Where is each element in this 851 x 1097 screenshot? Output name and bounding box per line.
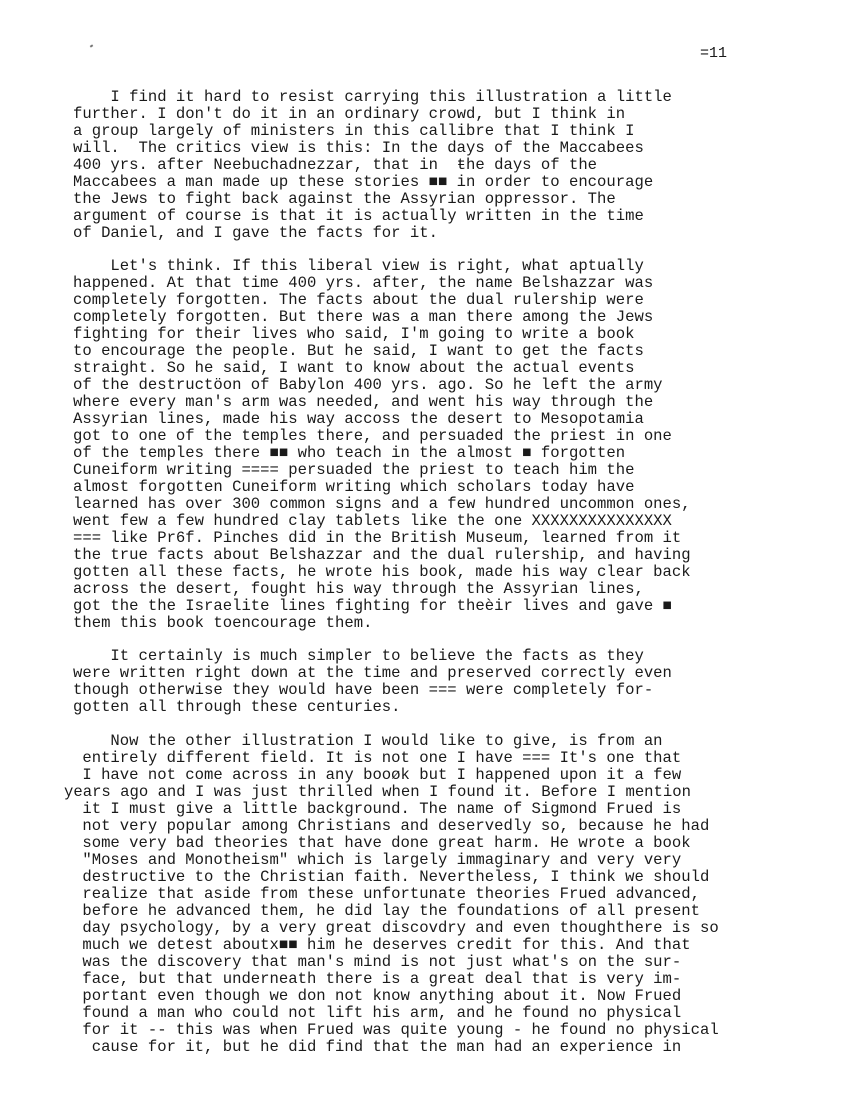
text-line: will. The critics view is this: In the days of the Maccabees: [73, 139, 644, 157]
text-line: argument of course is that it is actually written in the time: [73, 207, 644, 225]
text-line: years ago and I was just thrilled when I found it. Before I mention: [64, 783, 691, 801]
text-line: Assyrian lines, made his way accoss the desert to Mesopotamia: [73, 410, 644, 428]
text-line: cause for it, but he did find that the man had an experience in: [73, 1038, 682, 1056]
text-line: I have not come across in any booøk but I happened upon it a few: [73, 766, 682, 784]
text-line: of Daniel, and I gave the facts for it.: [73, 224, 438, 242]
text-line: the true facts about Belshazzar and the dual rulership, and having: [73, 546, 691, 564]
text-line: Now the other illustration I would like to give, is from an: [73, 732, 663, 750]
text-line: "Moses and Monotheism" which is largely immaginary and very very: [73, 851, 682, 869]
text-line: much we detest aboutx■■ him he deserves credit for this. And that: [73, 936, 691, 954]
text-line: across the desert, fought his way through the Assyrian lines,: [73, 580, 644, 598]
text-line: gotten all these facts, he wrote his book, made his way clear back: [73, 563, 691, 581]
text-line: not very popular among Christians and deservedly so, because he had: [73, 817, 710, 835]
text-line: further. I don't do it in an ordinary crowd, but I think in: [73, 105, 626, 123]
text-line: gotten all through these centuries.: [73, 698, 401, 716]
text-line: entirely different field. It is not one I have === It's one that: [73, 749, 682, 767]
text-line: before he advanced them, he did lay the foundations of all present: [73, 902, 700, 920]
page-number: =11: [700, 45, 728, 62]
text-line: straight. So he said, I want to know about the actual events: [73, 359, 635, 377]
text-line: for it -- this was when Frued was quite young - he found no physical: [73, 1021, 719, 1039]
text-line: went few a few hundred clay tablets like the one XXXXXXXXXXXXXXX: [73, 512, 672, 530]
text-line: realize that aside from these unfortunate theories Frued advanced,: [73, 885, 700, 903]
text-line: face, but that underneath there is a great deal that is very im-: [73, 970, 682, 988]
text-line: though otherwise they would have been === were completely for-: [73, 681, 654, 699]
text-line: got the the Israelite lines fighting for theèir lives and gave ■: [73, 597, 672, 615]
text-line: === like Pr6f. Pinches did in the British Museum, learned from it: [73, 529, 682, 547]
text-line: of the destructöon of Babylon 400 yrs. ago. So he left the army: [73, 376, 663, 394]
text-line: Let's think. If this liberal view is right, what aptually: [73, 257, 644, 275]
text-line: was the discovery that man's mind is not just what's on the sur-: [73, 953, 682, 971]
text-line: day psychology, by a very great discovdry and even thoughthere is so: [73, 919, 719, 937]
text-line: a group largely of ministers in this callibre that I think I: [73, 122, 635, 140]
text-line: learned has over 300 common signs and a few hundred uncommon ones,: [73, 495, 691, 513]
text-line: of the temples there ■■ who teach in the almost ■ forgotten: [73, 444, 626, 462]
text-line: were written right down at the time and preserved correctly even: [73, 664, 672, 682]
text-line: fighting for their lives who said, I'm going to write a book: [73, 325, 635, 343]
stray-pen-mark: [90, 44, 94, 47]
text-line: to encourage the people. But he said, I want to get the facts: [73, 342, 644, 360]
text-line: completely forgotten. The facts about the dual rulership were: [73, 291, 644, 309]
text-line: it I must give a little background. The name of Sigmond Frued is: [73, 800, 682, 818]
text-line: almost forgotten Cuneiform writing which scholars today have: [73, 478, 635, 496]
text-line: them this book toencourage them.: [73, 614, 373, 632]
text-line: found a man who could not lift his arm, and he found no physical: [73, 1004, 682, 1022]
text-line: Cuneiform writing ==== persuaded the priest to teach him the: [73, 461, 635, 479]
text-line: destructive to the Christian faith. Nevertheless, I think we should: [73, 868, 710, 886]
text-line: happened. At that time 400 yrs. after, the name Belshazzar was: [73, 274, 654, 292]
text-line: 400 yrs. after Neebuchadnezzar, that in ŧhe days of the: [73, 156, 598, 174]
text-line: I find it hard to resist carrying this illustration a little: [73, 88, 672, 106]
text-line: completely forgotten. But there was a man there among the Jews: [73, 308, 654, 326]
text-line: got to one of the temples there, and persuaded the priest in one: [73, 427, 672, 445]
text-line: where every man's arm was needed, and went his way through the: [73, 393, 654, 411]
text-line: Maccabees a man made up these stories ■■ in order to encourage: [73, 173, 654, 191]
text-line: portant even though we don not know anything about it. Now Frued: [73, 987, 682, 1005]
text-line: some very bad theories that have done great harm. He wrote a book: [73, 834, 691, 852]
text-line: It certainly is much simpler to believe the facts as they: [73, 647, 644, 665]
text-line: the Jews to fight back against the Assyrian oppressor. The: [73, 190, 616, 208]
